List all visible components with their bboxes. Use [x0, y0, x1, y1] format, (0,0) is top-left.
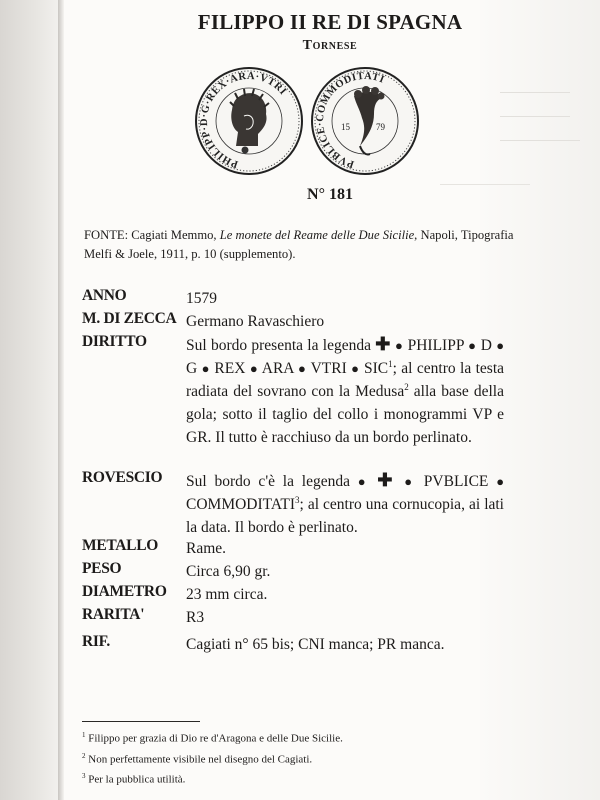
reverse-date-right: 79 [376, 122, 385, 132]
legend-word: PHILIPP [407, 337, 464, 354]
bullet-icon: ● [496, 338, 505, 353]
field-label: PESO [82, 560, 122, 577]
legend-word: D [480, 337, 492, 354]
footnote-mark: 2 [82, 751, 86, 760]
field-label: ANNO [82, 287, 127, 304]
ghost-line [500, 92, 570, 93]
diritto-mid: ; al centro la testa radiata del sovrano con la Medusa [186, 360, 505, 400]
rovescio-intro: Sul bordo c'è la legenda [186, 473, 350, 490]
bullet-icon: ● [249, 361, 259, 376]
field-value: 1579 [186, 290, 217, 307]
field-label: RIF. [82, 633, 110, 650]
reverse-legend: PVBLICE·COMMODITATI [314, 70, 387, 170]
page-subtitle: Tornese [302, 38, 358, 53]
footnote-mark: 2 [404, 381, 409, 392]
obverse-legend: PHILIPP·D·G·REX·ARA·VTRI [198, 70, 289, 170]
footnote-item [82, 768, 502, 789]
reverse-date-left: 15 [341, 122, 350, 132]
field-value: Rame. [186, 540, 227, 557]
field-value [186, 469, 504, 539]
legend-word: COMMODITATI [186, 496, 295, 513]
bullet-icon: ● [201, 361, 210, 376]
legend-word: VTRI [310, 360, 347, 377]
ghost-line [500, 140, 580, 141]
catalogue-number: N° 181 [307, 186, 353, 203]
page-edge-shadow [0, 0, 62, 800]
footnote-item [82, 727, 502, 748]
footnote-divider [82, 721, 200, 722]
diritto-intro: Sul bordo presenta la legenda [186, 337, 371, 354]
diritto-end: alla base della gola; sotto il taglio del collo i monogrammi VP e GR. Il tutto è racchiuso da un bordo perlinato. [186, 383, 504, 446]
ghost-line [500, 116, 570, 117]
field-value [186, 333, 504, 449]
coin-reverse [312, 68, 418, 174]
field-label: METALLO [82, 537, 158, 554]
legend-word: REX [214, 360, 246, 377]
footnote-text: Non perfettamente visibile nel disegno del Cagiati. [88, 753, 313, 766]
field-label: M. DI ZECCA [82, 310, 177, 327]
ghost-line [440, 184, 530, 185]
source-prefix: FONTE: Cagiati Memmo, [84, 228, 220, 242]
legend-word: G [186, 360, 198, 377]
field-value: Germano Ravaschiero [186, 313, 325, 330]
source-reference [84, 226, 524, 264]
bullet-icon: ● [404, 474, 416, 489]
footnote-text: Per la pubblica utilità. [88, 773, 186, 786]
field-value: R3 [186, 609, 205, 626]
field-label: DIRITTO [82, 333, 147, 350]
bullet-icon: ● [357, 474, 370, 489]
field-label: RARITA' [82, 606, 145, 623]
bullet-icon: ● [395, 338, 404, 353]
field-value: 23 mm circa. [186, 586, 268, 603]
footnote-text: Filippo per grazia di Dio re d'Aragona e delle Due Sicilie. [88, 732, 343, 745]
bullet-icon: ● [351, 361, 360, 376]
footnote-item [82, 748, 502, 769]
footnote-mark: 1 [82, 731, 86, 739]
rovescio-end: ; al centro una cornucopia, ai lati la data. Il bordo è perlinato. [186, 496, 504, 536]
legend-word: SIC [363, 360, 389, 377]
field-value: Cagiati n° 65 bis; CNI manca; PR manca. [186, 636, 445, 653]
page-title: FILIPPO II RE DI SPAGNA [197, 10, 463, 34]
page-gutter [58, 0, 64, 800]
coin-illustration [192, 66, 422, 176]
cross-icon: ✚ [375, 334, 391, 354]
bullet-icon: ● [496, 474, 505, 489]
footnotes [82, 727, 502, 789]
footnote-mark: 1 [388, 358, 393, 369]
legend-word: PVBLICE [423, 473, 489, 490]
footnote-mark: 3 [82, 772, 86, 781]
source-title: Le monete del Reame delle Due Sicilie [219, 228, 415, 242]
field-label: ROVESCIO [82, 469, 163, 486]
source-suffix: , Napoli, Tipografia Melfi & Joele, 1911, p. 10 (supplemento). [84, 228, 514, 261]
field-value: Circa 6,90 gr. [186, 563, 271, 580]
bullet-icon: ● [468, 338, 477, 353]
bullet-icon: ● [298, 361, 307, 376]
field-label: DIAMETRO [82, 583, 167, 600]
coin-obverse [196, 68, 302, 174]
cross-icon: ✚ [377, 470, 397, 490]
legend-word: ARA [261, 360, 294, 377]
footnote-mark: 3 [294, 494, 300, 505]
